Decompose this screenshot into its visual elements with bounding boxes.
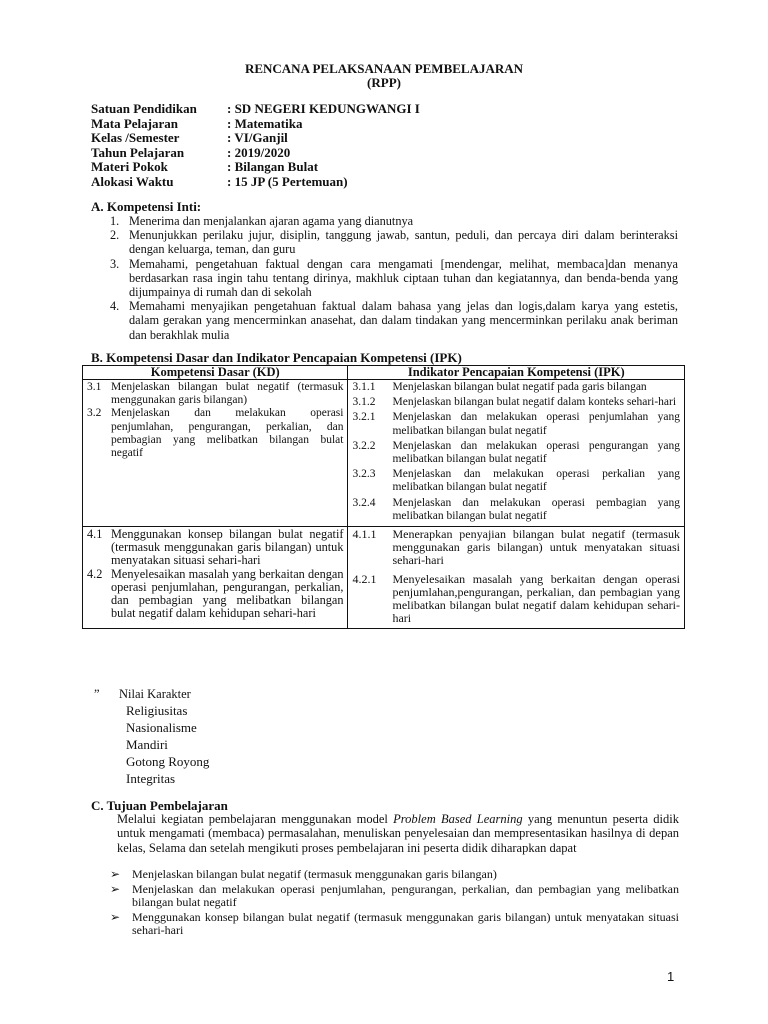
nilai-karakter-list bbox=[126, 702, 209, 787]
ipk-item bbox=[352, 440, 680, 466]
list-item bbox=[110, 228, 678, 256]
ipk-number: 3.1.1 bbox=[352, 381, 376, 393]
identity-key: Materi Pokok bbox=[91, 159, 168, 175]
ipk-item bbox=[352, 497, 680, 523]
identity-value: : Bilangan Bulat bbox=[227, 159, 319, 175]
item-text: Memahami menyajikan pengetahuan faktual dalam bahasa yang jelas dan logis,dalam karya yang estetis, dalam gerakan yang mencerminkan anasehat, dan dalam tindakan yang mencerminkan perilaku anak beriman dan berakhlak mulia bbox=[129, 299, 678, 342]
ipk-item bbox=[352, 396, 680, 409]
identity-value: : 2019/2020 bbox=[227, 144, 291, 160]
arrow-bullet-icon: ➢ bbox=[110, 881, 121, 896]
item-text: Memahami, pengetahuan faktual dengan cara mengamati [mendengar, melihat, membaca]dan menanya berdasarkan rasa ingin tahu tentang dirinya, makhluk ciptaan tuhan dan kegiatannya, dan benda-benda yang dijumpainya di rumah dan di sekolah bbox=[129, 256, 678, 300]
paragraph-text: Melalui kegiatan pembelajaran menggunakan model bbox=[117, 812, 394, 826]
arrow-bullet-icon: ➢ bbox=[110, 909, 121, 924]
item-text: Menjelaskan dan melakukan operasi penjumlahan, pengurangan, perkalian, dan pembagian yang melibatkan bilangan bulat negatif bbox=[132, 881, 679, 910]
ipk-cell bbox=[348, 527, 685, 629]
ipk-text: Menerapkan penyajian bilangan bulat negatif (termasuk menggunakan garis bilangan) untuk menyatakan situasi sehari-hari bbox=[392, 527, 680, 568]
identity-row bbox=[91, 160, 420, 175]
list-item bbox=[110, 214, 678, 228]
item-number: 4. bbox=[110, 299, 120, 314]
page-number: 1 bbox=[667, 969, 675, 984]
bullet-mark: ” bbox=[94, 687, 100, 701]
ipk-text: Menjelaskan bilangan bulat negatif dalam konteks sehari-hari bbox=[392, 396, 677, 409]
arrow-bullet-icon: ➢ bbox=[110, 867, 121, 881]
ipk-cell bbox=[348, 380, 685, 527]
item-number: 2. bbox=[110, 228, 120, 243]
table-row bbox=[83, 380, 685, 527]
kd-ipk-table bbox=[82, 365, 685, 629]
nilai-karakter-label bbox=[94, 687, 209, 702]
column-header-ipk: Indikator Pencapaian Kompetensi (IPK) bbox=[348, 366, 685, 380]
identity-row bbox=[91, 117, 420, 132]
identity-value: : 15 JP (5 Pertemuan) bbox=[227, 173, 348, 189]
item-number: 1. bbox=[110, 214, 120, 228]
ipk-item bbox=[352, 528, 680, 568]
kompetensi-inti-list bbox=[110, 214, 678, 342]
identity-key: Alokasi Waktu bbox=[91, 173, 174, 189]
list-item: Mandiri bbox=[126, 737, 168, 752]
ipk-text: Menjelaskan dan melakukan operasi perkalian yang melibatkan bilangan bulat negatif bbox=[392, 468, 680, 494]
ipk-item bbox=[352, 411, 680, 437]
ipk-item bbox=[352, 381, 680, 394]
ipk-text: Menjelaskan dan melakukan operasi pengurangan yang melibatkan bilangan bulat negatif bbox=[392, 439, 680, 466]
item-text: Menerima dan menjalankan ajaran agama yang dianutnya bbox=[129, 214, 414, 228]
identity-row bbox=[91, 175, 420, 190]
nilai-karakter-title: Nilai Karakter bbox=[119, 687, 191, 701]
nilai-karakter-block bbox=[94, 687, 209, 787]
kd-item bbox=[87, 407, 343, 460]
item-text: Menunjukkan perilaku jujur, disiplin, tanggung jawab, santun, peduli, dan percaya diri dalam berinteraksi dengan keluarga, teman, dan guru bbox=[129, 228, 678, 257]
list-item bbox=[110, 883, 679, 910]
ipk-number: 4.2.1 bbox=[352, 571, 377, 586]
ipk-text: Menjelaskan dan melakukan operasi pembagian yang melibatkan bilangan bulat negatif bbox=[392, 496, 680, 522]
kd-cell bbox=[83, 527, 348, 629]
ipk-text: Menjelaskan bilangan bulat negatif pada garis bilangan bbox=[392, 381, 647, 393]
kd-number: 3.1 bbox=[87, 381, 102, 393]
ipk-number: 3.2.3 bbox=[352, 468, 376, 481]
ipk-number: 3.2.4 bbox=[352, 496, 376, 509]
kd-text: Menjelaskan dan melakukan operasi penjumlahan, pengurangan, perkalian, dan pembagian yang melibatkan bilangan bulat negatif bbox=[111, 407, 344, 460]
identity-row bbox=[91, 131, 420, 146]
list-item bbox=[110, 299, 678, 342]
list-item bbox=[110, 911, 679, 938]
list-item: Nasionalisme bbox=[126, 720, 197, 735]
document-subtitle: (RPP) bbox=[367, 75, 401, 90]
identity-key: Satuan Pendidikan bbox=[91, 101, 197, 116]
kd-item bbox=[87, 568, 343, 621]
ipk-number: 3.2.2 bbox=[352, 439, 376, 452]
list-item bbox=[110, 868, 679, 882]
ipk-text: Menjelaskan dan melakukan operasi penjumlahan yang melibatkan bilangan bulat negatif bbox=[392, 411, 680, 437]
table-row bbox=[83, 527, 685, 629]
identity-value: : Matematika bbox=[227, 115, 303, 131]
kd-number: 4.2 bbox=[87, 566, 103, 581]
identity-row bbox=[91, 102, 420, 117]
item-text: Menjelaskan bilangan bulat negatif (termasuk menggunakan garis bilangan) bbox=[132, 867, 497, 881]
table-header-row bbox=[83, 366, 685, 380]
ipk-item bbox=[352, 468, 680, 494]
ipk-item bbox=[352, 573, 680, 626]
model-name: Problem Based Learning bbox=[393, 812, 523, 826]
identity-key: Tahun Pelajaran bbox=[91, 144, 185, 160]
list-item bbox=[110, 257, 678, 300]
ipk-number: 3.2.1 bbox=[352, 411, 376, 424]
column-header-kd: Kompetensi Dasar (KD) bbox=[83, 366, 348, 380]
kd-text: Menjelaskan bilangan bulat negatif (termasuk menggunakan garis bilangan) bbox=[111, 381, 344, 407]
tujuan-list bbox=[110, 868, 679, 939]
paragraph-text: yang menuntun peserta didik untuk mengamati (membaca) permasalahan, menuliskan penyelesaian dan mempresentasikan hasilnya di depan kelas, Selama dan setelah mengikuti proses pembelajaran ini peserta didik diharapkan dapat bbox=[117, 812, 679, 855]
ipk-number: 3.1.2 bbox=[352, 396, 376, 409]
item-text: Menggunakan konsep bilangan bulat negatif (termasuk menggunakan garis bilangan) untuk menyatakan situasi sehari-hari bbox=[132, 909, 679, 938]
identity-block bbox=[91, 102, 420, 190]
tujuan-paragraph bbox=[117, 812, 679, 855]
identity-key: Kelas /Semester bbox=[91, 130, 180, 146]
kd-text: Menyelesaikan masalah yang berkaitan dengan operasi penjumlahan, pengurangan, perkalian, dan pembagian yang melibatkan bilangan bulat negatif dalam kehidupan sehari-hari bbox=[111, 566, 344, 621]
kd-cell bbox=[83, 380, 348, 527]
document-title: RENCANA PELAKSANAAN PEMBELAJARAN bbox=[244, 61, 524, 76]
list-item: Religiusitas bbox=[126, 703, 188, 718]
identity-key: Mata Pelajaran bbox=[91, 115, 179, 131]
identity-row bbox=[91, 146, 420, 161]
kd-item bbox=[87, 381, 343, 407]
ipk-text: Menyelesaikan masalah yang berkaitan dengan operasi penjumlahan,pengurangan, perkalian, dan pembagian yang melibatkan bilangan bulat negatif dalam kehidupan sehari-hari bbox=[392, 571, 680, 626]
section-c-heading: C. Tujuan Pembelajaran bbox=[91, 798, 228, 813]
identity-value: : VI/Ganjil bbox=[227, 130, 288, 146]
kd-number: 4.1 bbox=[87, 527, 103, 542]
list-item: Gotong Royong bbox=[126, 754, 210, 769]
identity-value: : SD NEGERI KEDUNGWANGI I bbox=[227, 101, 420, 116]
kd-number: 3.2 bbox=[87, 407, 102, 420]
kd-text: Menggunakan konsep bilangan bulat negatif (termasuk menggunakan garis bilangan) untuk menyatakan situasi sehari-hari bbox=[111, 527, 344, 568]
kd-item bbox=[87, 528, 343, 568]
section-a-heading: A. Kompetensi Inti: bbox=[91, 199, 202, 214]
item-number: 3. bbox=[110, 256, 120, 271]
ipk-number: 4.1.1 bbox=[352, 527, 377, 542]
list-item: Integritas bbox=[126, 771, 176, 786]
section-b-heading: B. Kompetensi Dasar dan Indikator Pencapaian Kompetensi (IPK) bbox=[91, 350, 462, 365]
